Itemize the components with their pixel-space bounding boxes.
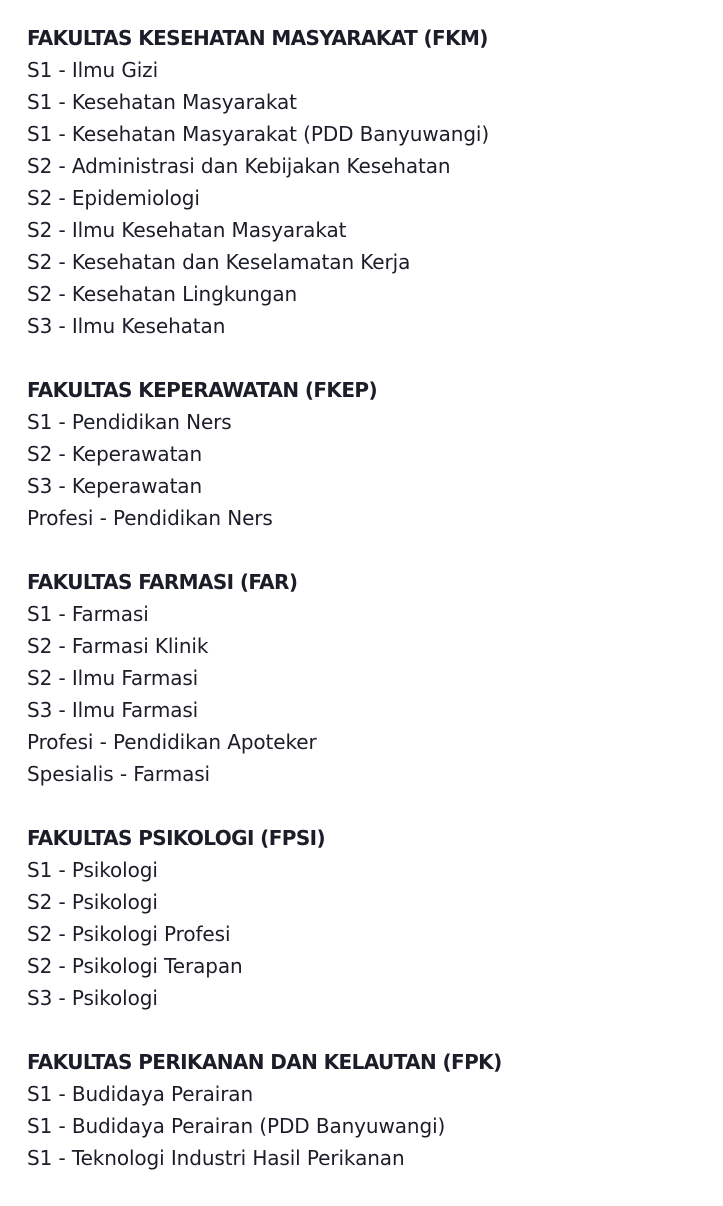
program-item: S2 - Ilmu Farmasi — [27, 666, 199, 690]
program-item: S2 - Farmasi Klinik — [27, 634, 209, 658]
program-item: Profesi - Pendidikan Ners — [27, 506, 273, 530]
faculty-section-fpsi — [27, 822, 717, 1014]
faculty-section-fpk — [27, 1046, 717, 1174]
program-item: S1 - Pendidikan Ners — [27, 410, 232, 434]
program-item: S2 - Psikologi Profesi — [27, 922, 231, 946]
program-item: S2 - Administrasi dan Kebijakan Kesehatan — [27, 154, 451, 178]
program-item: S1 - Psikologi — [27, 858, 158, 882]
faculty-section-fkm — [27, 22, 717, 342]
faculty-title: FAKULTAS PSIKOLOGI (FPSI) — [27, 826, 326, 850]
program-item: S1 - Budidaya Perairan (PDD Banyuwangi) — [27, 1114, 446, 1138]
program-item: S2 - Psikologi Terapan — [27, 954, 243, 978]
program-item: S1 - Teknologi Industri Hasil Perikanan — [27, 1146, 405, 1170]
program-item: S3 - Ilmu Kesehatan — [27, 314, 226, 338]
program-item: S2 - Kesehatan dan Keselamatan Kerja — [27, 250, 411, 274]
faculty-section-far — [27, 566, 717, 790]
program-item: S1 - Kesehatan Masyarakat (PDD Banyuwangi) — [27, 122, 490, 146]
faculty-section-fkep — [27, 374, 717, 534]
program-item: S2 - Epidemiologi — [27, 186, 200, 210]
faculty-title: FAKULTAS KESEHATAN MASYARAKAT (FKM) — [27, 26, 488, 50]
program-item: S1 - Kesehatan Masyarakat — [27, 90, 297, 114]
program-item: S2 - Keperawatan — [27, 442, 203, 466]
program-item: S1 - Budidaya Perairan — [27, 1082, 254, 1106]
faculty-title: FAKULTAS FARMASI (FAR) — [27, 570, 298, 594]
faculty-program-list — [27, 22, 717, 1206]
faculty-title: FAKULTAS KEPERAWATAN (FKEP) — [27, 378, 377, 402]
program-item: S3 - Psikologi — [27, 986, 158, 1010]
program-item: S3 - Keperawatan — [27, 474, 203, 498]
program-item: S2 - Psikologi — [27, 890, 158, 914]
program-item: S3 - Ilmu Farmasi — [27, 698, 199, 722]
program-item: S2 - Ilmu Kesehatan Masyarakat — [27, 218, 347, 242]
program-item: Spesialis - Farmasi — [27, 762, 211, 786]
faculty-title: FAKULTAS PERIKANAN DAN KELAUTAN (FPK) — [27, 1050, 502, 1074]
program-item: S1 - Ilmu Gizi — [27, 58, 159, 82]
program-item: S2 - Kesehatan Lingkungan — [27, 282, 298, 306]
program-item: Profesi - Pendidikan Apoteker — [27, 730, 317, 754]
program-item: S1 - Farmasi — [27, 602, 149, 626]
